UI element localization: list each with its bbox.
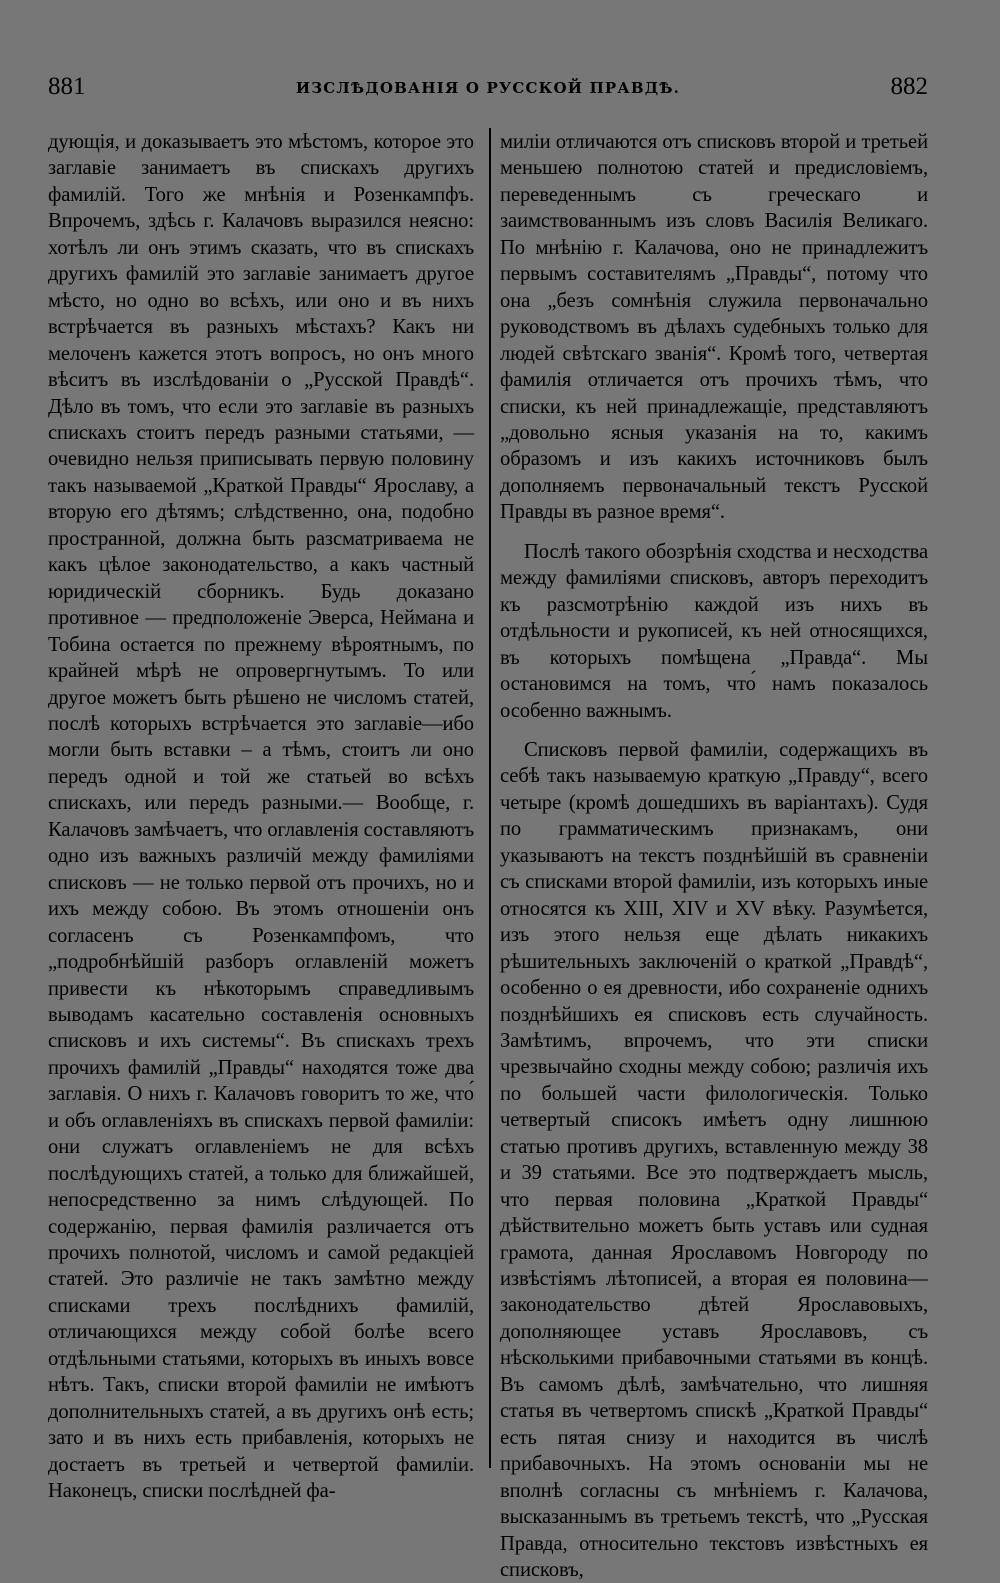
paragraph: Списковъ первой фамиліи, содержащихъ въ себѣ такъ называемую краткую „Правду“, всего четыре (кромѣ дошедшихъ въ варіантахъ). Судя по грамматическимъ признакамъ, они указываютъ на текстъ позднѣйшій въ сравненіи съ списками второй фамиліи, изъ которыхъ иные относятся къ XIII, XIV и XV вѣку. Разумѣется, изъ этого нельзя еще дѣлать никакихъ рѣшительныхъ заключеній о краткой „Правдѣ“, особенно о ея древности, ибо сохраненіе однихъ позднѣйшихъ ея списковъ есть случайность. Замѣтимъ, впрочемъ, что эти списки чрезвычайно сходны между собою; различія ихъ по большей части филологическія. Только четвертый списокъ имѣетъ одну лишнюю статью противъ другихъ, вставленную между 38 и 39 статьями. Все это подтверждаетъ мысль, что первая половина „Краткой Правды“ дѣйствительно можетъ быть уставъ или судная грамота, данная Ярославомъ Новгороду по извѣстіямъ лѣтописей, а вторая ея половина—законодательство дѣтей Ярославовыхъ, дополняющее уставъ Ярославовъ, съ нѣсколькими прибавочными статьями въ концѣ. Въ самомъ дѣлѣ, замѣчательно, что лишняя статья въ четвертомъ спискѣ „Краткой Правды“ есть пятая снизу и находится въ числѣ прибавочныхъ. На этомъ основаніи мы не вполнѣ согласны съ мнѣніемъ г. Калачова, высказаннымъ въ третьемъ текстѣ, что „Русская Правда, относительно текстовъ извѣстныхъ ея списковъ, (500, 738, 928, 1582)
column-divider (489, 128, 491, 1468)
paragraph: миліи отличаются отъ списковъ второй и третьей меньшею полнотою статей и предисловіемъ, переведеннымъ съ греческаго и заимствованнымъ изъ словъ Василія Великаго. По мнѣнію г. Калачова, оно не принадлежитъ первымъ составителямъ „Правды“, потому что она „безъ сомнѣнія служила первоначально руководствомъ въ дѣлахъ судебныхъ только для людей свѣтскаго званія“. Кромѣ того, четвертая фамилія отличается отъ прочихъ тѣмъ, что списки, къ ней принадлежащіе, представляютъ „довольно ясныя указанія на то, какимъ образомъ и изъ какихъ источниковъ былъ дополняемъ первоначальный текстъ Русской Правды въ разное время“. (500, 131, 928, 524)
left-column (48, 129, 474, 1505)
page-number-right: 882 (890, 73, 928, 100)
paragraph: дующія, и доказываетъ это мѣстомъ, которое это заглавіе занимаетъ въ спискахъ другихъ фамилій. Того же мнѣнія и Розенкампфъ. Впрочемъ, здѣсь г. Калачовъ выразился неясно: хотѣлъ ли онъ этимъ сказать, что въ спискахъ другихъ фамилій это заглавіе занимаетъ другое мѣсто, но одно во всѣхъ, или оно и въ нихъ встрѣчается въ разныхъ мѣстахъ? Какъ ни мелоченъ кажется этотъ вопросъ, но онъ много вѣситъ въ изслѣдованіи о „Русской Правдѣ“. Дѣло въ томъ, что если это заглавіе въ разныхъ спискахъ стоитъ передъ разными статьями, — очевидно нельзя приписывать первую половину такъ называемой „Краткой Правды“ Ярославу, а вторую его дѣтямъ; слѣдственно, она, подобно пространной, должна быть разсматриваема не какъ цѣлое законодательство, а какъ частный юридическій сборникъ. Будь доказано противное — предположеніе Эверса, Неймана и Тобина остается по прежнему вѣроятнымъ, по крайней мѣрѣ не опровергнутымъ. То или другое можетъ быть рѣшено не числомъ статей, послѣ которыхъ встрѣчается это заглавіе—ибо могли быть вставки – а тѣмъ, стоитъ ли оно передъ одной и той же статьей во всѣхъ спискахъ, или передъ разными.— Вообще, г. Калачовъ замѣчаетъ, что оглавленія составляютъ одно изъ важныхъ различій между фамиліями списковъ — не только первой отъ прочихъ, но и ихъ между собою. Въ этомъ отношеніи онъ согласенъ съ Розенкампфомъ, что „подробнѣйшій разборъ оглавленій можетъ привести къ нѣкоторымъ справедливымъ выводамъ касательно составленія основныхъ списковъ и ихъ системы“. Въ спискахъ трехъ прочихъ фамилій „Правды“ находятся тоже два заглавія. О нихъ г. Калачовъ говоритъ то же, что́ и объ оглавленіяхъ въ спискахъ первой фамиліи: они служатъ оглавленіемъ не для всѣхъ послѣдующихъ статей, а только для ближайшей, непосредственно за нимъ слѣдующей. По содержанію, первая фамилія различается отъ прочихъ полнотой, числомъ и самой редакціей статей. Это различіе не такъ замѣтно между списками трехъ послѣднихъ фамилій, отличающихся между собой болѣе всего отдѣльными статьями, которыхъ въ иныхъ вовсе нѣтъ. Такъ, списки второй фамиліи не имѣютъ дополнительныхъ статей, а въ другихъ онѣ есть; зато и въ нихъ есть прибавленія, которыхъ не достаетъ въ третьей и четвертой фамиліи. Наконецъ, списки послѣдней фа- (48, 131, 474, 1503)
page-number-left: 881 (48, 73, 86, 100)
right-column (500, 129, 928, 1583)
paragraph: Послѣ такого обозрѣнія сходства и несходства между фамиліями списковъ, авторъ переходитъ къ разсмотрѣнію каждой изъ нихъ въ отдѣльности и рукописей, къ ней относящихся, въ которыхъ помѣщена „Правда“. Мы остановимся на томъ, что́ намъ показалось особенно важнымъ. (500, 540, 928, 722)
running-title: ИЗСЛѢДОВАНІЯ О РУССКОЙ ПРАВДѢ. (295, 79, 681, 97)
page-header (48, 72, 928, 112)
